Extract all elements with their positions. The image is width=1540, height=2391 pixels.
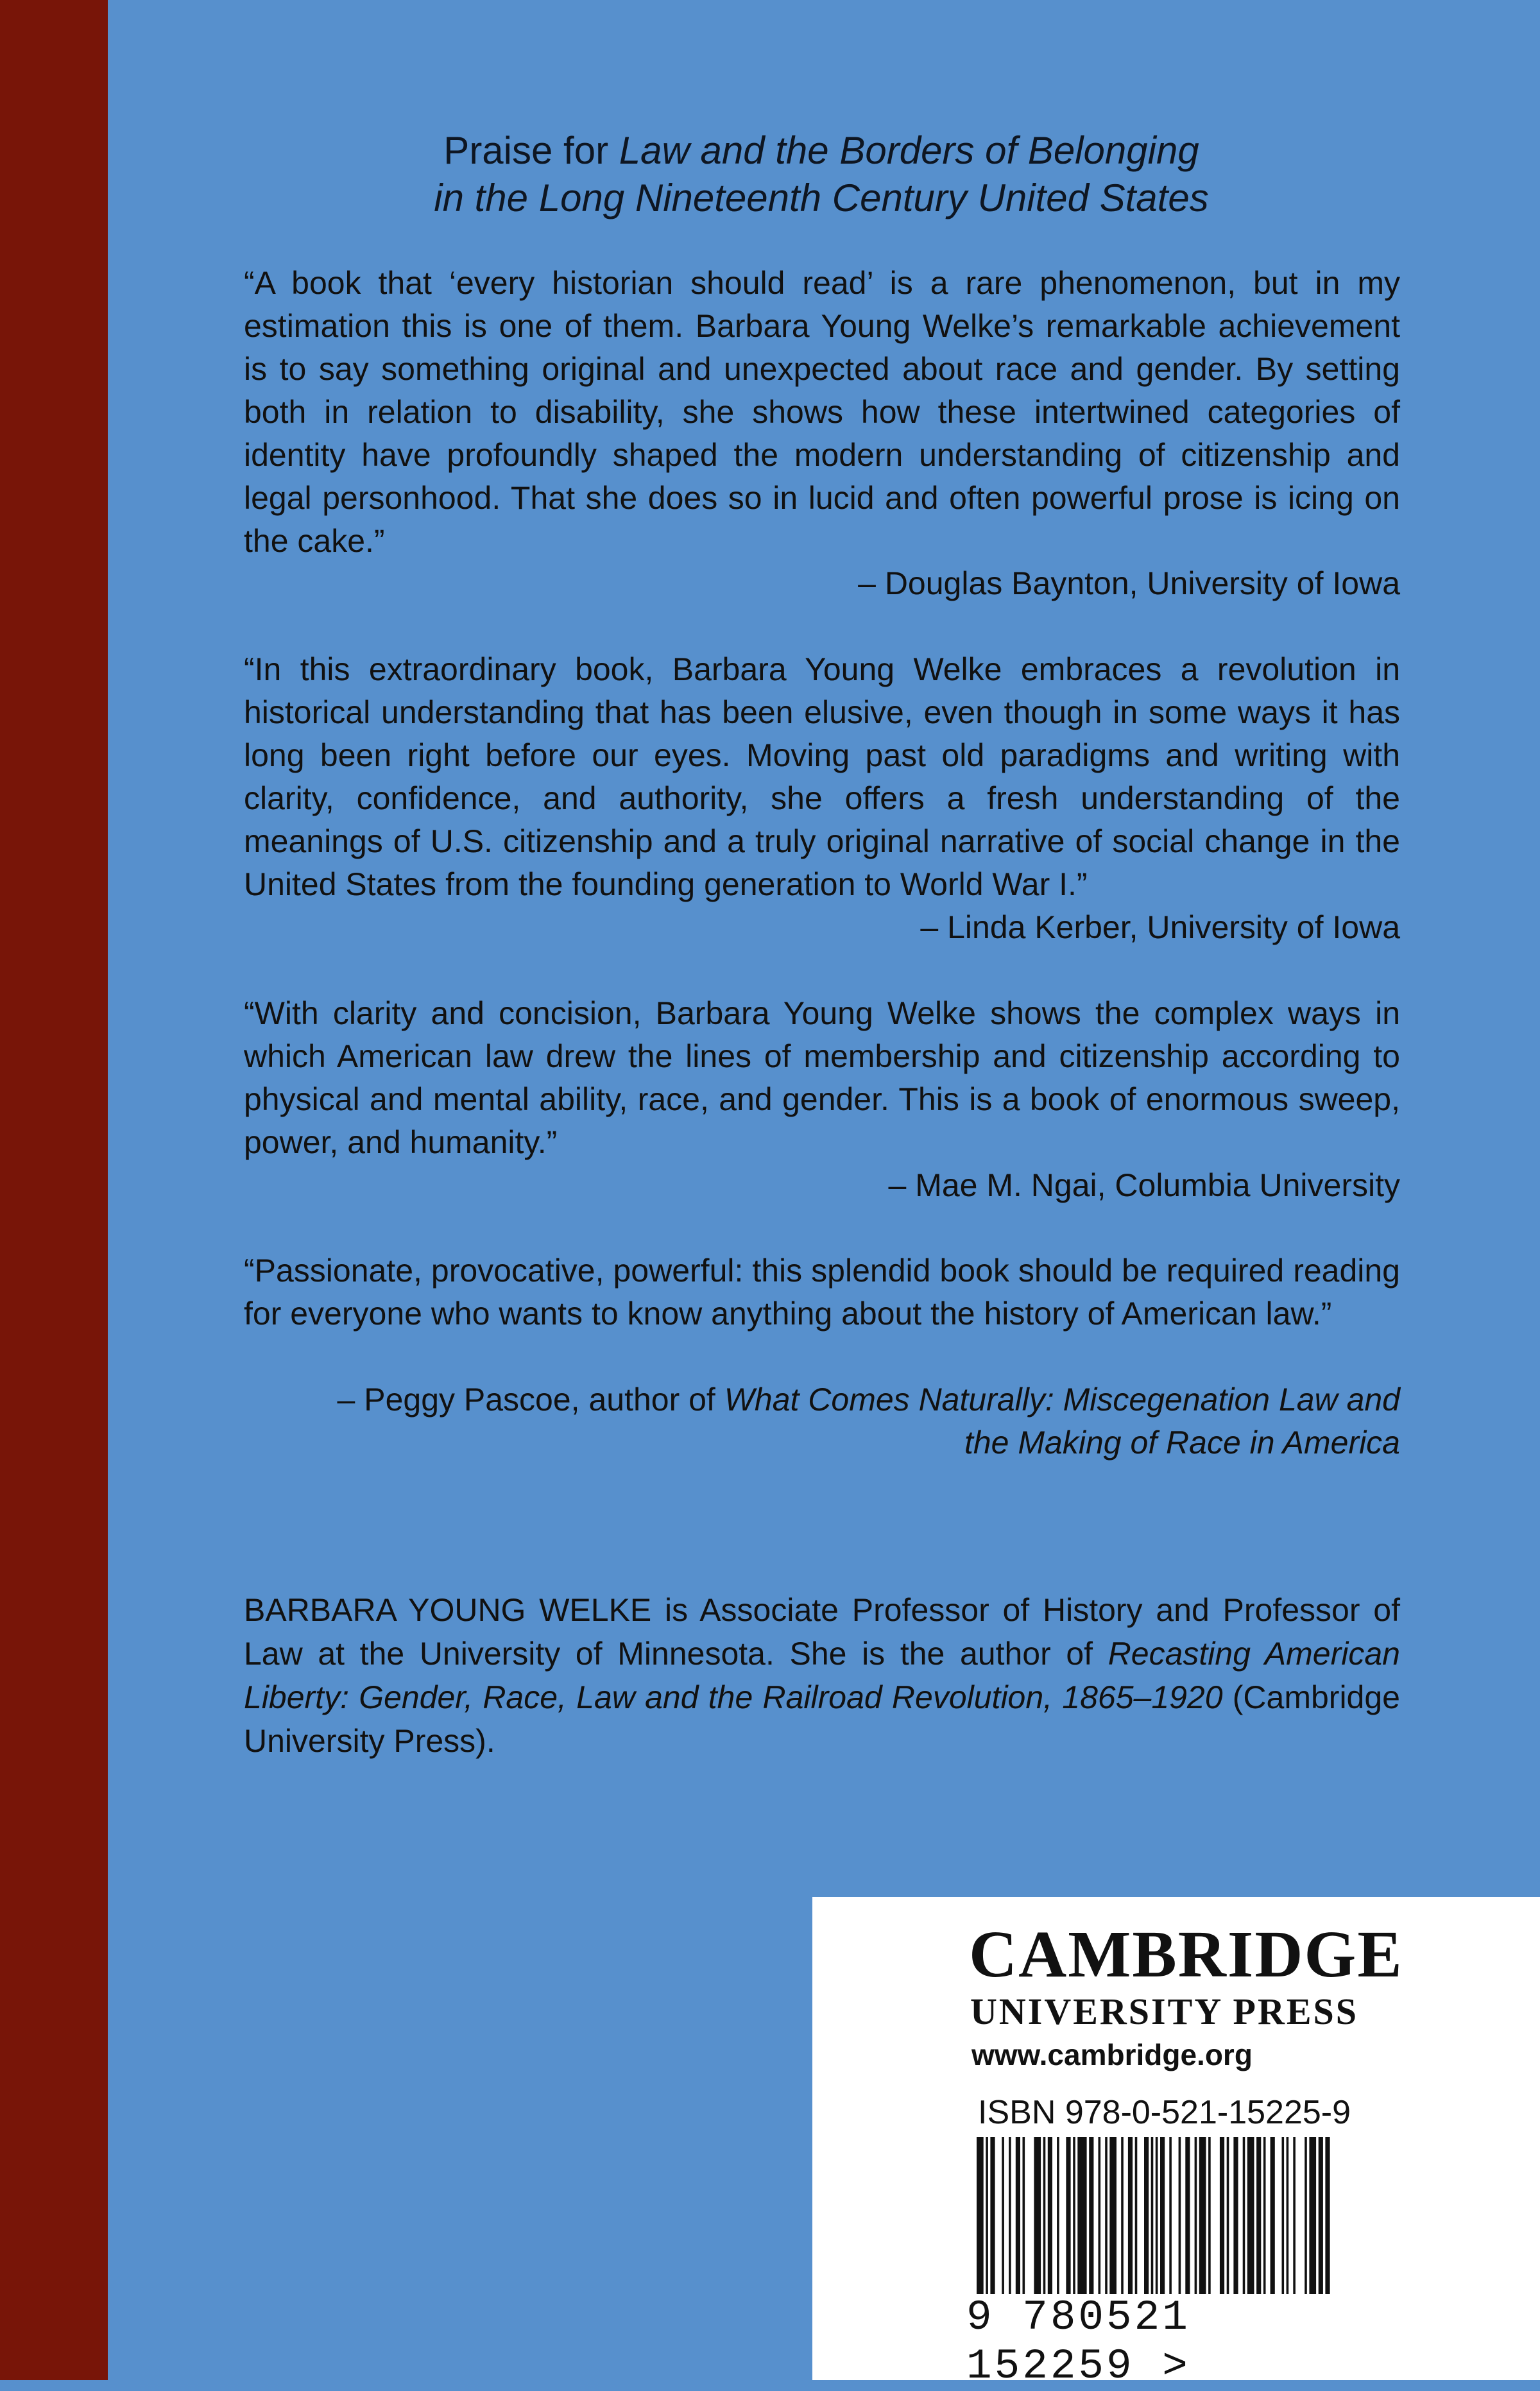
attribution-ngai: – Mae M. Ngai, Columbia University (888, 1167, 1400, 1203)
praise-heading-line-1 (231, 127, 1412, 175)
barcode-bar (1016, 2137, 1020, 2294)
barcode-bar (1233, 2137, 1238, 2294)
spine-band (0, 0, 108, 2380)
barcode-bar (1073, 2137, 1075, 2294)
attribution-baynton: – Douglas Baynton, University of Iowa (858, 565, 1400, 601)
publisher-logo-subtitle: UNIVERSITY PRESS (970, 1991, 1359, 2032)
barcode-bar (1293, 2137, 1296, 2294)
barcode-bar (1243, 2137, 1245, 2294)
barcode-bar (1151, 2137, 1154, 2294)
barcode-bar (1099, 2137, 1101, 2294)
barcode-bar (1043, 2137, 1046, 2294)
quote-ngai: “With clarity and concision, Barbara Young Welke shows the complex ways in which American law drew the lines of membership and citizenship according to physical and mental ability, race, and gender. This is a book of enormous sweep, power, and humanity.” (244, 995, 1400, 1160)
barcode-bar (1220, 2137, 1224, 2294)
publisher-box (812, 1897, 1540, 2390)
barcode-bar (1256, 2137, 1261, 2294)
barcode-bar (1128, 2137, 1133, 2294)
barcode-bar (1066, 2137, 1070, 2294)
barcode-bar (1179, 2137, 1181, 2294)
barcode-bar (1270, 2137, 1275, 2294)
barcode-bar (1309, 2137, 1316, 2294)
bio-text: BARBARA YOUNG WELKE is Associate Professor of History and Professor of Law at the University of Minnesota. She is the author of (244, 1592, 1400, 1672)
bio-book-title: Recasting American Liberty: Gender, Race, Law and the Railroad Revolution, 1865–1920 (244, 1636, 1400, 1715)
bio-tail: (Cambridge University Press). (244, 1679, 1400, 1759)
quote-pascoe: “Passionate, provocative, powerful: this splendid book should be required reading for everyone who wants to know anything about the history of American law.” (244, 1253, 1400, 1332)
barcode-bar (1034, 2137, 1041, 2294)
barcode-bar (1109, 2137, 1116, 2294)
attribution-pascoe-line-1 (244, 1378, 1400, 1421)
barcode-bar (1144, 2137, 1149, 2294)
barcode-bar (1325, 2137, 1330, 2294)
author-bio (244, 1588, 1400, 1763)
barcode-bar (1009, 2137, 1011, 2294)
barcode-bar (990, 2137, 995, 2294)
barcode-bar (986, 2137, 988, 2294)
isbn-label: ISBN 978-0-521-15225-9 (978, 2094, 1351, 2131)
attribution-pascoe-prefix: – Peggy Pascoe, author of (337, 1382, 724, 1418)
attribution-pascoe (244, 1378, 1400, 1464)
quote-kerber: “In this extraordinary book, Barbara Young Welke embraces a revolution in historical understanding that has been elusive, even though in some ways it has long been right before our eyes. Moving past old paradigms and writing with clarity, confidence, and authority, she offers a fresh understanding of the meanings of U.S. citizenship and a truly original narrative of social change in the United States from the founding generation to World War I.” (244, 651, 1400, 902)
barcode-bar (1199, 2137, 1206, 2294)
quote-baynton: “A book that ‘every historian should read’ is a rare phenomenon, but in my estimation this is one of them. Barbara Young Welke’s remarkable achievement is to say something original and unexpected about race and gender. By setting both in relation to disability, she shows how these intertwined categories of identity have profoundly shaped the modern understanding of citizenship and legal personhood. That she does so in lucid and often powerful prose is icing on the cake.” (244, 265, 1400, 559)
barcode-bar (977, 2137, 984, 2294)
barcode-bar (1263, 2137, 1266, 2294)
barcode-bar (1227, 2137, 1229, 2294)
barcode (977, 2137, 1374, 2294)
barcode-bar (1057, 2137, 1059, 2294)
barcode-bar (1077, 2137, 1086, 2294)
attribution-pascoe-title-1: What Comes Naturally: Miscegenation Law and (724, 1382, 1400, 1418)
publisher-logo-name: CAMBRIDGE (969, 1917, 1403, 1991)
barcode-bar (1105, 2137, 1108, 2294)
attribution-kerber: – Linda Kerber, University of Iowa (920, 909, 1400, 945)
barcode-bar (1023, 2137, 1025, 2294)
praise-heading (231, 127, 1412, 222)
barcode-bar (1169, 2137, 1172, 2294)
barcode-bar (1247, 2137, 1254, 2294)
publisher-url: www.cambridge.org (971, 2038, 1253, 2071)
book-title-line-1: Law and the Borders of Belonging (619, 129, 1199, 172)
barcode-bar (1305, 2137, 1307, 2294)
barcode-bar (1185, 2137, 1190, 2294)
attribution-pascoe-title-2: the Making of Race in America (964, 1425, 1400, 1461)
barcode-bar (1208, 2137, 1211, 2294)
barcode-bar (1089, 2137, 1093, 2294)
barcode-bar (1048, 2137, 1052, 2294)
praise-prefix: Praise for (443, 129, 619, 172)
barcode-bar (1287, 2137, 1289, 2294)
barcode-bar (1135, 2137, 1138, 2294)
barcode-bar (1319, 2137, 1323, 2294)
book-title-line-2: in the Long Nineteenth Century United States (434, 176, 1209, 219)
barcode-bar (1156, 2137, 1158, 2294)
barcode-bar (1160, 2137, 1165, 2294)
barcode-bar (1195, 2137, 1197, 2294)
barcode-bar (1282, 2137, 1285, 2294)
barcode-bar (1121, 2137, 1124, 2294)
barcode-digits: 9 780521 152259 > (966, 2293, 1190, 2390)
barcode-bar (1002, 2137, 1004, 2294)
